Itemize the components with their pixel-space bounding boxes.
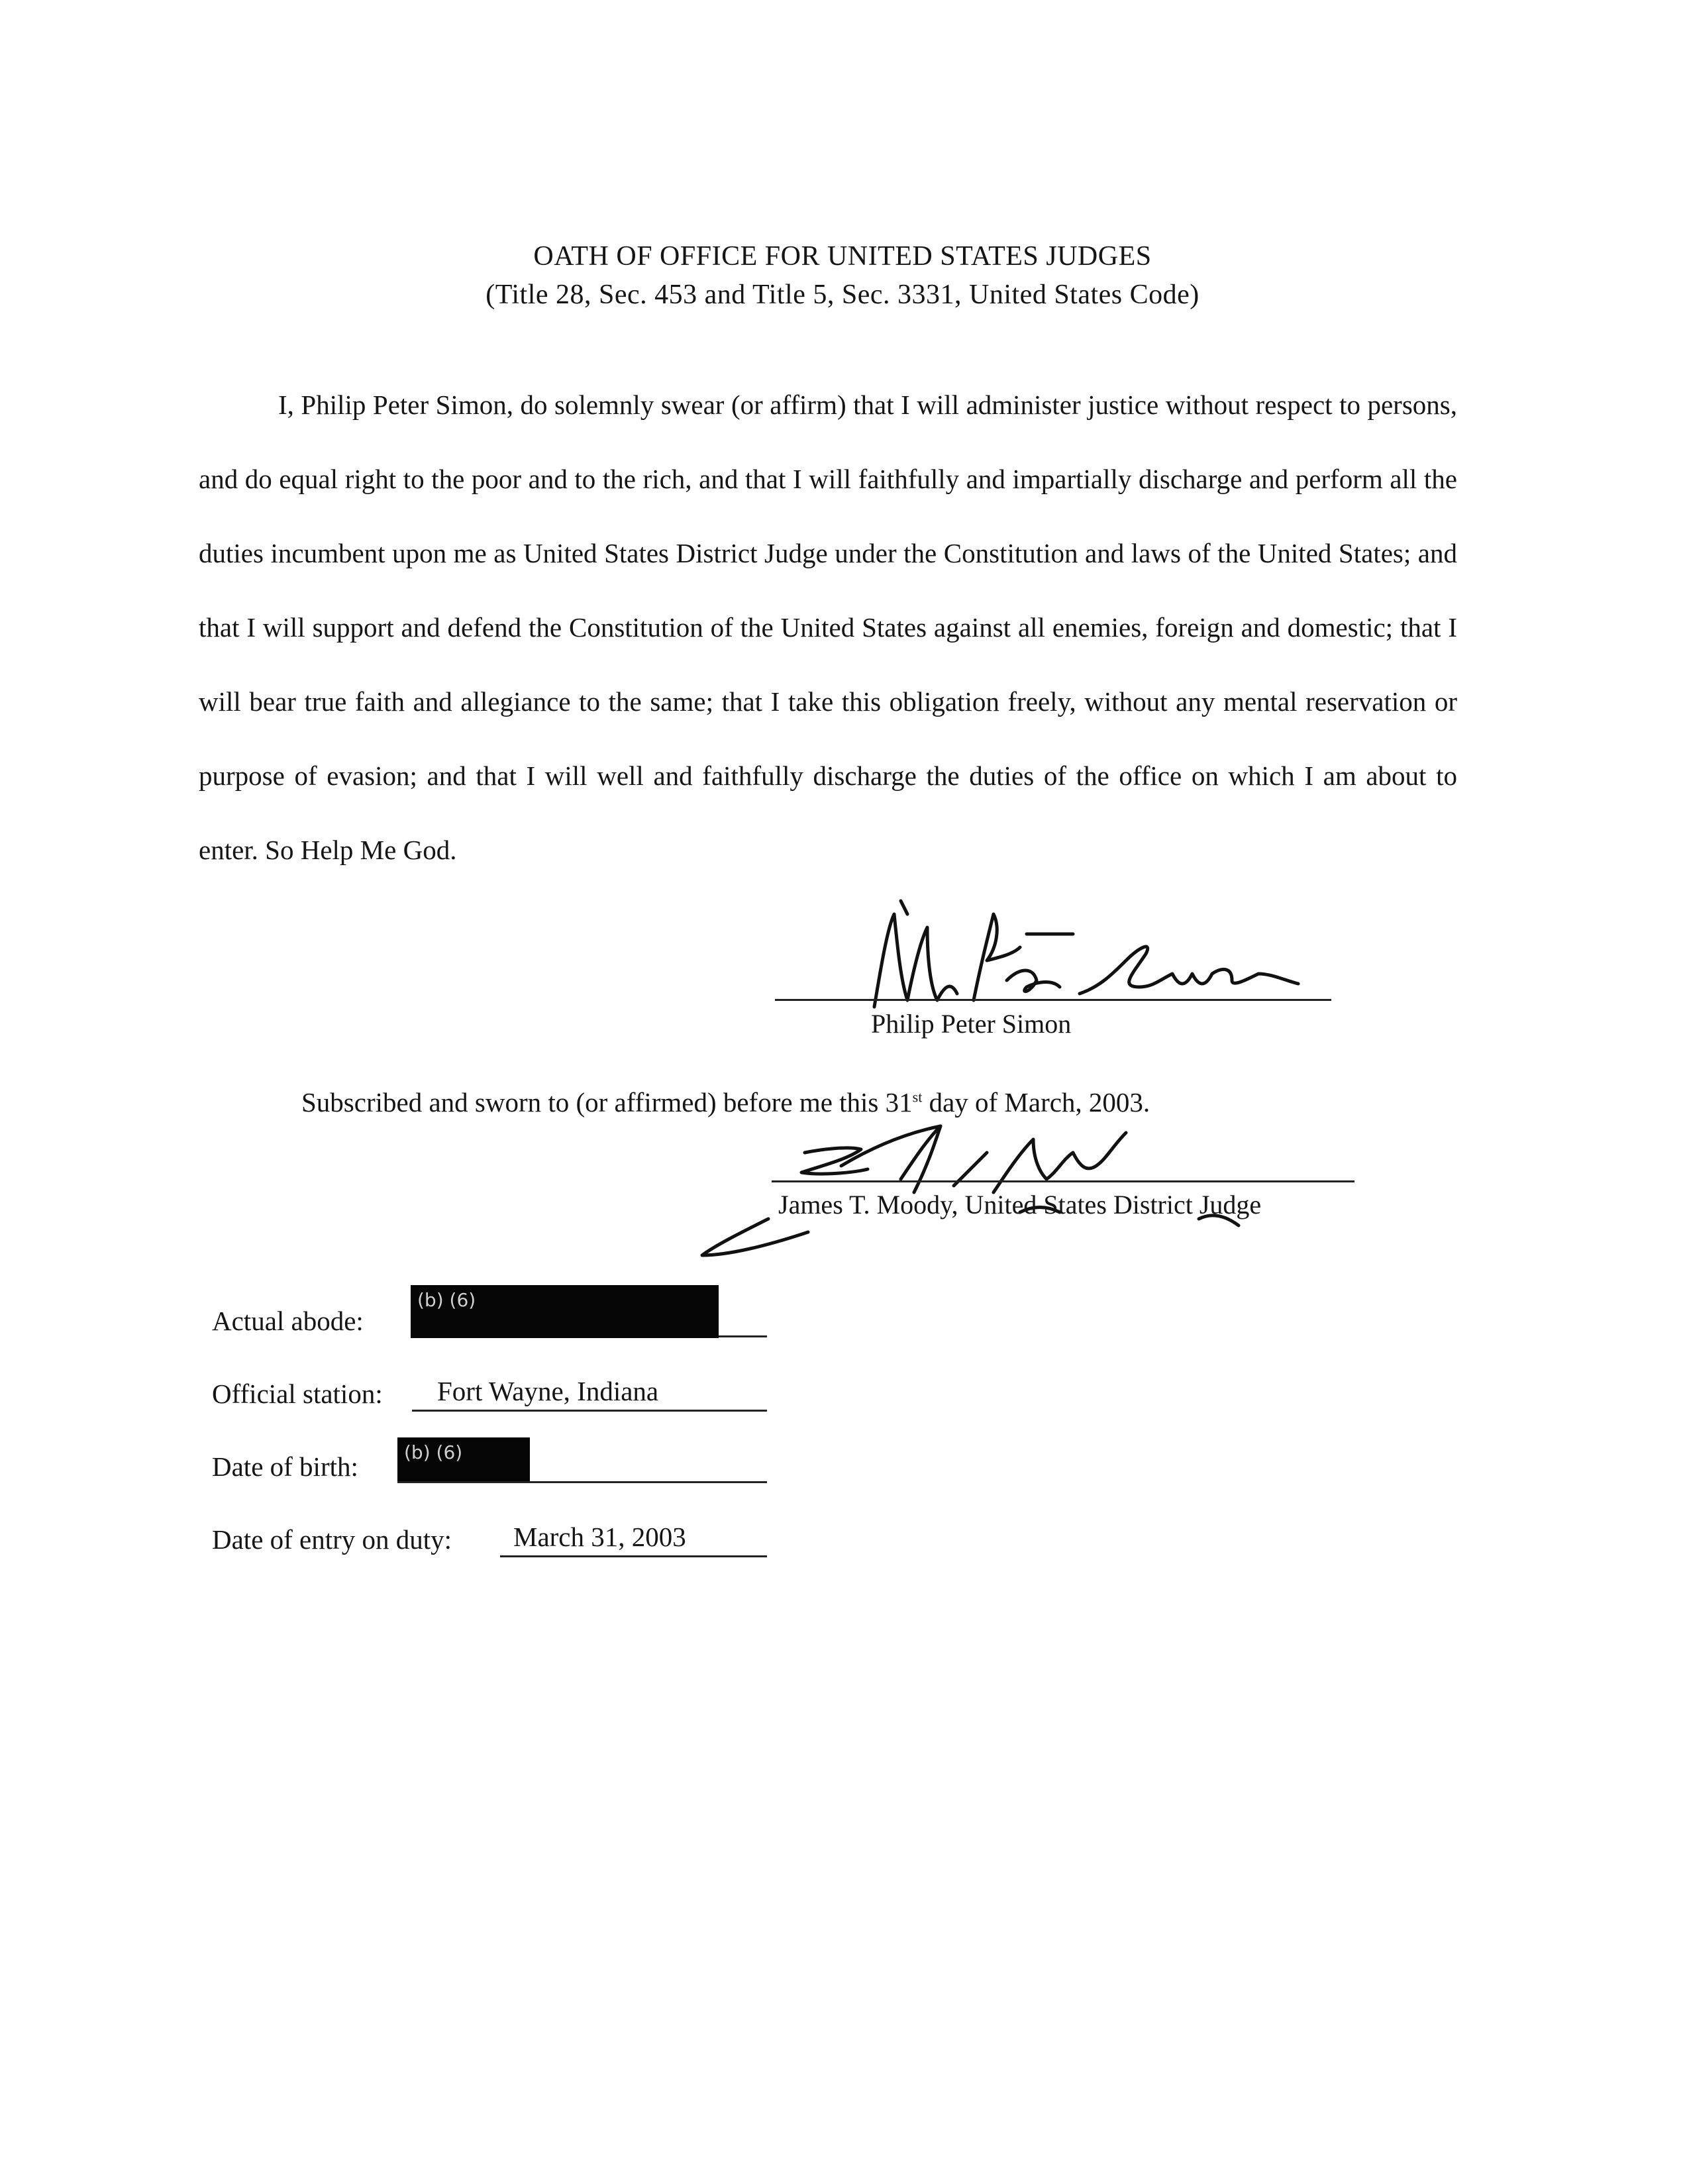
entry-underline <box>500 1555 767 1557</box>
dob-underline <box>397 1481 767 1483</box>
abode-redaction: (b) (6) <box>411 1285 719 1338</box>
station-value: Fort Wayne, Indiana <box>437 1376 659 1406</box>
official-name: James T. Moody, United States District Judge <box>778 1190 1262 1220</box>
affiant-signature-line <box>775 999 1331 1001</box>
official-signature-line <box>772 1180 1354 1182</box>
document-title: OATH OF OFFICE FOR UNITED STATES JUDGES <box>533 241 1152 272</box>
abode-label: Actual abode: <box>212 1306 364 1336</box>
subscribed-statement: Subscribed and sworn to (or affirmed) before me this 31st day of March, 2003. <box>301 1087 1150 1118</box>
dob-redaction: (b) (6) <box>397 1437 530 1482</box>
abode-underline <box>719 1335 767 1337</box>
affiant-name: Philip Peter Simon <box>871 1009 1072 1039</box>
document-subtitle: (Title 28, Sec. 453 and Title 5, Sec. 3331, United States Code) <box>485 280 1200 310</box>
dob-label: Date of birth: <box>212 1451 358 1482</box>
station-underline <box>412 1410 767 1412</box>
station-label: Official station: <box>212 1378 383 1409</box>
oath-paragraph: I, Philip Peter Simon, do solemnly swear (or affirm) that I will administer justice without respect to persons, and do equal right to the poor and to the rich, and that I will faithfully and impartially discharge and perform all the duties incumbent upon me as United States District Judge under the Constitution and laws of the United States; and that I will support and defend the Constitution of the United States against all enemies, foreign and domestic; that I will bear true faith and allegiance to the same; that I take this obligation freely, without any mental reservation or purpose of evasion; and that I will well and faithfully discharge the duties of the office on which I am about to enter. So Help Me God. <box>199 390 1457 865</box>
entry-value: March 31, 2003 <box>513 1522 686 1552</box>
entry-label: Date of entry on duty: <box>212 1524 452 1555</box>
